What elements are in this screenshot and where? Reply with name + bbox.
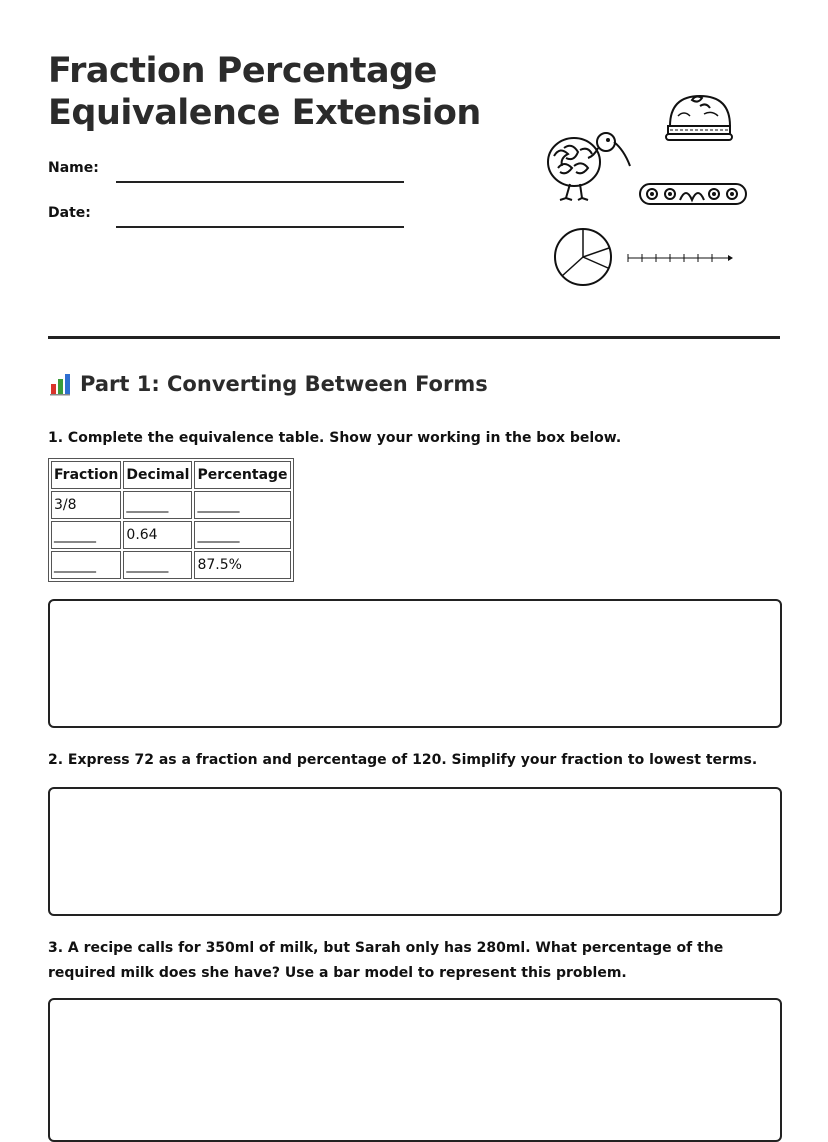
- answer-cell[interactable]: ______: [194, 491, 290, 519]
- table-row: [51, 551, 291, 579]
- illustrations: [540, 90, 760, 300]
- bar-chart-icon: [48, 372, 72, 396]
- page-title: Fraction Percentage Equivalence Extension: [48, 51, 481, 133]
- table-cell: 3/8: [51, 491, 121, 519]
- answer-cell[interactable]: ______: [123, 551, 192, 579]
- table-cell: 0.64: [123, 521, 192, 549]
- table-row: [51, 491, 291, 519]
- question-3: 3. A recipe calls for 350ml of milk, but Sarah only has 280ml. What percentage of the required milk does she have? Use a bar model to represent this problem.: [48, 940, 724, 981]
- name-label: Name:: [48, 160, 99, 176]
- part1-title: Part 1: Converting Between Forms: [80, 372, 488, 396]
- working-box-q2[interactable]: [48, 787, 782, 916]
- column-header: Fraction: [51, 461, 121, 489]
- date-label: Date:: [48, 205, 91, 221]
- working-box-q3[interactable]: [48, 998, 782, 1142]
- name-field[interactable]: [116, 181, 404, 183]
- number-line-icon: [626, 250, 736, 266]
- answer-cell[interactable]: ______: [51, 551, 121, 579]
- working-box-q1[interactable]: [48, 599, 782, 728]
- koru-pattern-icon: [638, 182, 748, 206]
- question-1: 1. Complete the equivalence table. Show your working in the box below.: [48, 430, 622, 446]
- question-2: 2. Express 72 as a fraction and percentage of 120. Simplify your fraction to lowest terms.: [48, 752, 758, 768]
- column-header: Percentage: [194, 461, 290, 489]
- table-header-row: [51, 461, 291, 489]
- equivalence-table: [48, 458, 294, 582]
- answer-cell[interactable]: ______: [123, 491, 192, 519]
- header-divider: [48, 336, 780, 339]
- column-header: Decimal: [123, 461, 192, 489]
- answer-cell[interactable]: ______: [194, 521, 290, 549]
- pie-chart-icon: [552, 226, 614, 288]
- table-row: [51, 521, 291, 549]
- kiwi-bird-icon: [544, 128, 634, 204]
- part1-heading: [48, 372, 488, 396]
- date-field[interactable]: [116, 226, 404, 228]
- pavlova-icon: [664, 92, 734, 146]
- table-cell: 87.5%: [194, 551, 290, 579]
- answer-cell[interactable]: ______: [51, 521, 121, 549]
